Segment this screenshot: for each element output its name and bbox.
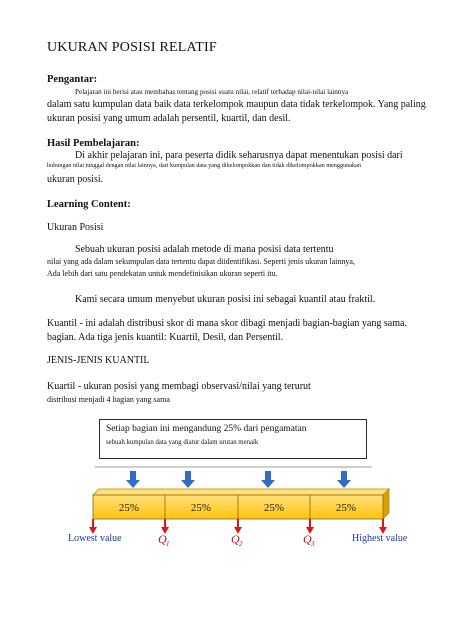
hasil-line1: Di akhir pelajaran ini, para peserta didik seharusnya dapat menentukan posisi dari: [75, 150, 403, 161]
learning-heading: Learning Content:: [47, 199, 131, 210]
hasil-line3: ukuran posisi.: [47, 174, 104, 185]
lowest-value-label: Lowest value: [68, 533, 122, 544]
pengantar-line1: Pelajaran ini berisi atau membahas tentang posisi suatu nilai, relatif terhadap nilai-nilai lainnya: [75, 88, 349, 96]
ukuran-posisi-subheading: Ukuran Posisi: [47, 222, 104, 233]
learning-p2: Kami secara umum menyebut ukuran posisi ini sebagai kuantil atau fraktil.: [75, 294, 376, 305]
pengantar-line3: ukuran posisi yang umum adalah persentil, kuartil, dan desil.: [47, 113, 291, 124]
segment-1-label: 25%: [118, 502, 140, 514]
box-line1: Setiap bagian ini mengandung 25% dari pengamatan: [106, 424, 307, 434]
jenis-line1: Kuartil - ukuran posisi yang membagi observasi/nilai yang terurut: [47, 381, 311, 392]
learning-p1-line2: nilai yang ada dalam sekumpulan data tertentu dapat diidentifikasi. Seperti jenis ukuran lainnya,: [47, 257, 355, 266]
q3-label: Q: [303, 532, 312, 546]
red-arrow-lowest: [89, 519, 97, 534]
box-line2: sebuah kumpulan data yang diatur dalam urutan menaik: [106, 439, 259, 446]
jenis-line2: distribusi menjadi 4 bagian yang sama: [47, 395, 170, 404]
q1-label: Q: [158, 532, 167, 546]
jenis-heading: JENIS-JENIS KUANTIL: [47, 355, 150, 366]
segment-3-label: 25%: [263, 502, 285, 514]
learning-p1-line1: Sebuah ukuran posisi adalah metode di mana posisi data tertentu: [75, 244, 334, 255]
q2-label: Q: [231, 532, 240, 546]
highest-value-label: Highest value: [352, 533, 408, 544]
page-title: UKURAN POSISI RELATIF: [47, 40, 217, 55]
learning-p1-line3: Ada lebih dari satu pendekatan untuk mendefinisikan ukuran seperti itu.: [47, 269, 278, 278]
blue-arrow-1: [126, 471, 140, 488]
blue-arrow-2: [181, 471, 195, 488]
hasil-heading: Hasil Pembelajaran:: [47, 138, 140, 149]
blue-arrow-3: [261, 471, 275, 488]
q2-subscript: 2: [239, 540, 243, 548]
learning-p3-line2: bagian. Ada tiga jenis kuantil: Kuartil, Desil, dan Persentil.: [47, 332, 284, 343]
learning-p3-line1: Kuantil - ini adalah distribusi skor di mana skor dibagi menjadi bagian-bagian yang sama.: [47, 318, 407, 329]
red-arrow-highest: [379, 519, 387, 534]
q3-subscript: 3: [311, 540, 315, 548]
pengantar-line2: dalam satu kumpulan data baik data terkelompok maupun data tidak terkelompok. Yang paling: [47, 99, 426, 110]
q1-subscript: 1: [166, 540, 170, 548]
segment-4-label: 25%: [335, 502, 357, 514]
blue-arrow-4: [337, 471, 351, 488]
segment-2-label: 25%: [190, 502, 212, 514]
pengantar-heading: Pengantar:: [47, 74, 98, 85]
hasil-line2: hubungan nilai tunggal dengan nilai lainnya, dari kumpulan data yang dikelompokkan dan tidak dikelompokkan menggunakan: [47, 162, 361, 169]
blue-arrows: [126, 471, 351, 488]
